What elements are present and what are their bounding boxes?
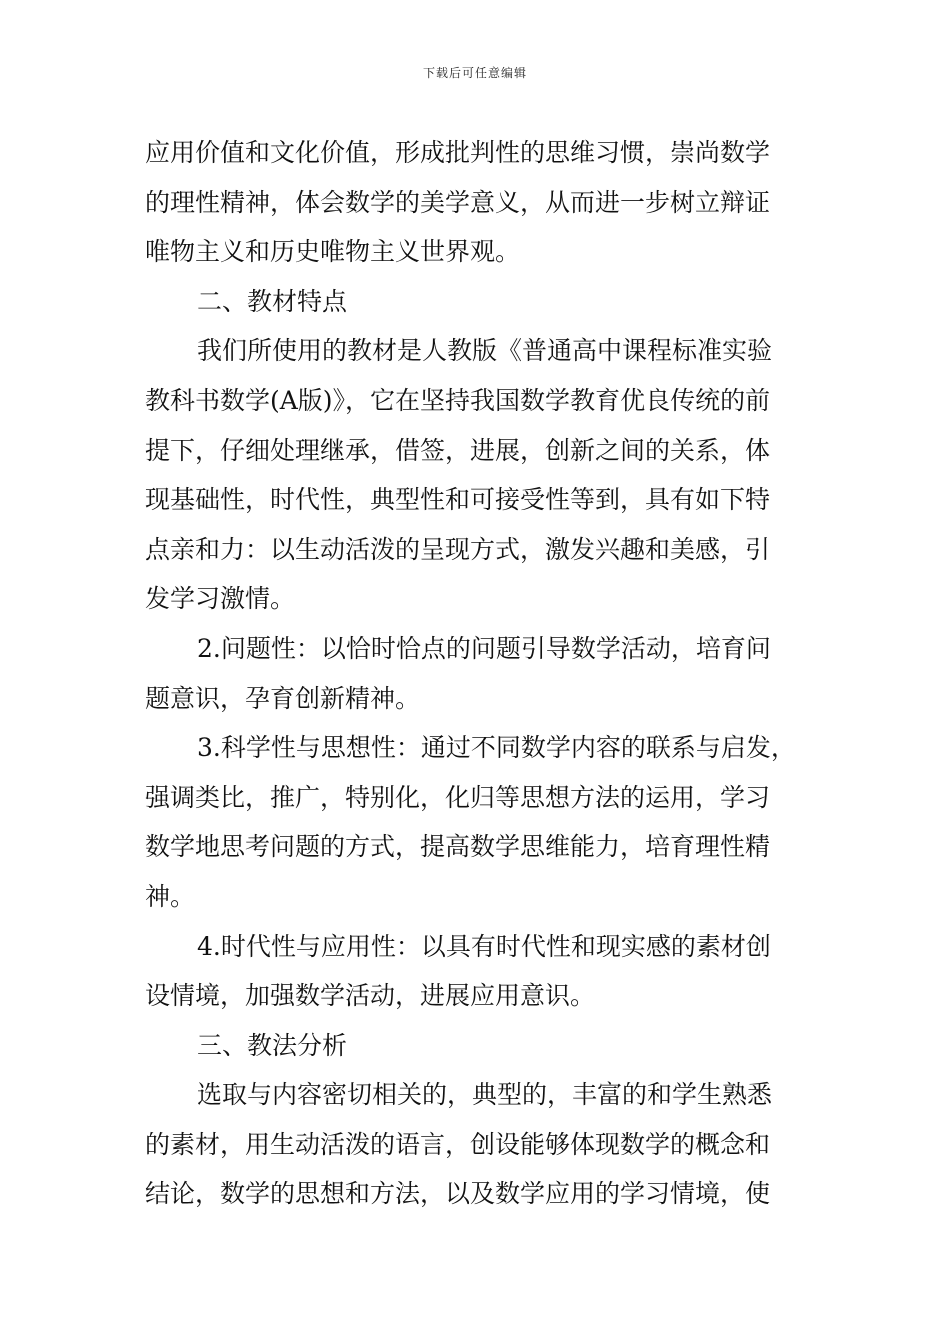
section-heading-textbook-features: 二、教材特点 [197, 286, 348, 316]
text-line: 数学地思考问题的方式，提高数学思维能力，培育理性精 [145, 832, 771, 862]
document-body [145, 128, 807, 1219]
text-line: 现基础性，时代性，典型性和可接受性等到，具有如下特 [145, 485, 771, 515]
text-line: 强调类比，推广，特别化，化归等思想方法的运用，学习 [145, 782, 771, 812]
text-line: 神。 [145, 881, 196, 911]
text-line: 提下，仔细处理继承，借签，进展，创新之间的关系，体 [145, 435, 771, 465]
text-line: 题意识，孕育创新精神。 [145, 683, 421, 713]
text-line: 我们所使用的教材是人教版《普通高中课程标准实验 [197, 336, 773, 366]
text-line: 4.时代性与应用性：以具有时代性和现实感的素材创 [197, 931, 771, 961]
text-line: 3.科学性与思想性：通过不同数学内容的联系与启发， [197, 733, 796, 763]
text-line: 点亲和力：以生动活泼的呈现方式，激发兴趣和美感，引 [145, 534, 771, 564]
text-line: 唯物主义和历史唯物主义世界观。 [145, 237, 521, 267]
text-line: 的素材，用生动活泼的语言，创设能够体现数学的概念和 [145, 1129, 771, 1159]
text-line: 结论，数学的思想和方法，以及数学应用的学习情境，使 [145, 1179, 771, 1209]
text-line: 选取与内容密切相关的，典型的，丰富的和学生熟悉 [197, 1080, 773, 1110]
text-line: 的理性精神，体会数学的美学意义，从而进一步树立辩证 [145, 187, 771, 217]
text-line: 教科书数学(A版)》，它在坚持我国数学教育优良传统的前 [145, 385, 771, 415]
text-line: 应用价值和文化价值，形成批判性的思维习惯，崇尚数学 [145, 138, 771, 167]
page-header-note: 下载后可任意编辑 [422, 66, 527, 80]
text-line: 发学习激情。 [145, 584, 296, 614]
text-line: 2.问题性：以恰时恰点的问题引导数学活动，培育问 [197, 633, 771, 663]
text-line: 设情境，加强数学活动，进展应用意识。 [145, 981, 596, 1011]
section-heading-teaching-method: 三、教法分析 [197, 1030, 348, 1060]
